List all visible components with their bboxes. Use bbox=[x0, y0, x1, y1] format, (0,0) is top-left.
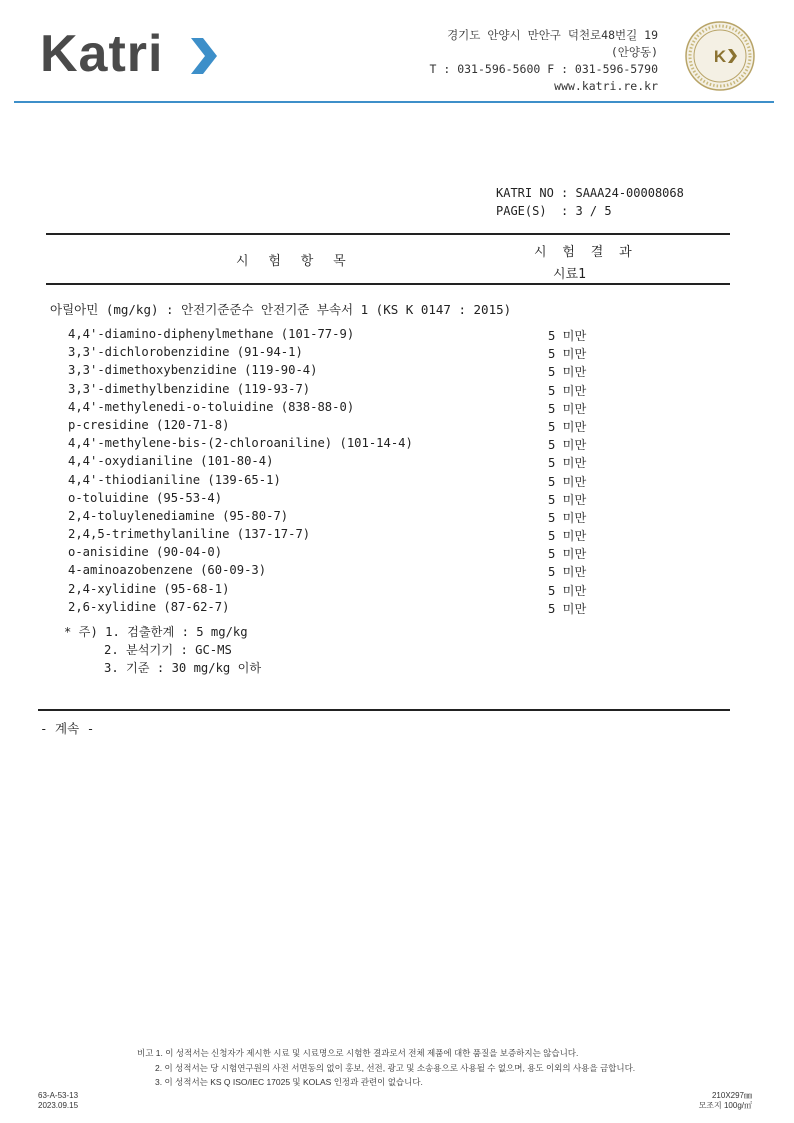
substance-name: o-anisidine (90-04-0) bbox=[68, 545, 223, 560]
notes bbox=[64, 623, 261, 677]
result-value: 5 미만 bbox=[548, 474, 587, 489]
note-line-2: 2. 분석기기 : GC-MS bbox=[104, 643, 232, 657]
substance-name: 2,4,5-trimethylaniline (137-17-7) bbox=[68, 527, 311, 542]
substance-name: 4,4'-methylene-bis-(2-chloroaniline) (101-14-4) bbox=[68, 436, 413, 451]
katri-no-label: KATRI NO bbox=[496, 186, 554, 200]
result-value: 5 미만 bbox=[548, 510, 587, 525]
result-value: 5 미만 bbox=[548, 565, 587, 580]
substance-name: 2,4-xylidine (95-68-1) bbox=[68, 581, 230, 596]
paper-type: 모조지 100g/㎡ bbox=[698, 1101, 752, 1110]
page-value: 3 / 5 bbox=[575, 204, 612, 218]
substance-name: 4,4'-thiodianiline (139-65-1) bbox=[68, 472, 281, 487]
substance-name: 4,4'-diamino-diphenylmethane (101-77-9) bbox=[68, 327, 355, 341]
result-row bbox=[68, 382, 648, 400]
result-value: 5 미만 bbox=[548, 329, 587, 343]
report-info: KATRI NO : SAAA24-00008068 PAGE(S) : 3 / 5 bbox=[496, 186, 684, 218]
footer-remarks bbox=[137, 1046, 635, 1090]
result-row bbox=[68, 327, 648, 345]
substance-name: p-cresidine (120-71-8) bbox=[68, 417, 230, 432]
result-row bbox=[68, 600, 648, 618]
result-value: 5 미만 bbox=[548, 419, 587, 434]
address-line-2: (안양동) bbox=[610, 45, 658, 59]
result-row bbox=[68, 527, 648, 545]
substance-name: 4-aminoazobenzene (60-09-3) bbox=[68, 563, 267, 578]
result-row bbox=[68, 418, 648, 436]
form-code-number: 63-A-53-13 bbox=[38, 1091, 79, 1100]
substance-name: 3,3'-dichlorobenzidine (91-94-1) bbox=[68, 345, 303, 360]
substance-name: 3,3'-dimethoxybenzidine (119-90-4) bbox=[68, 363, 318, 378]
footer-line-1: 비고 1. 이 성적서는 신청자가 제시한 시료 및 시료명으로 시험한 결과로서 전체 제품에 대한 품질을 보증하지는 않습니다. bbox=[137, 1048, 579, 1058]
result-value: 5 미만 bbox=[548, 438, 587, 453]
chevron-right-icon bbox=[185, 36, 219, 76]
substance-name: 4,4'-oxydianiline (101-80-4) bbox=[68, 454, 274, 469]
result-value: 5 미만 bbox=[548, 547, 587, 562]
result-row bbox=[68, 509, 648, 527]
substance-name: 3,3'-dimethylbenzidine (119-93-7) bbox=[68, 381, 311, 396]
result-value: 5 미만 bbox=[548, 401, 587, 416]
result-row bbox=[68, 473, 648, 491]
footer-line-2: 2. 이 성적서는 당 시험연구원의 사전 서면동의 없이 홍보, 선전, 광고 및 소송용으로 사용될 수 없으며, 용도 이외의 사용을 금합니다. bbox=[155, 1062, 636, 1073]
result-row bbox=[68, 345, 648, 363]
result-row bbox=[68, 563, 648, 581]
result-value: 5 미만 bbox=[548, 492, 587, 507]
result-row bbox=[68, 454, 648, 472]
svg-text:K: K bbox=[713, 47, 727, 66]
note-line-3: 3. 기준 : 30 mg/kg 이하 bbox=[104, 661, 262, 675]
table-top-rule bbox=[46, 233, 730, 235]
result-row bbox=[68, 363, 648, 381]
address-line-1: 경기도 안양시 만안구 덕천로48번길 19 bbox=[447, 28, 658, 42]
katri-no-value: SAAA24-00008068 bbox=[575, 186, 684, 200]
header-divider bbox=[14, 101, 774, 103]
continued-label: - 계속 - bbox=[40, 721, 95, 736]
substance-name: 2,6-xylidine (87-62-7) bbox=[68, 599, 230, 614]
result-value: 5 미만 bbox=[548, 383, 587, 398]
substance-name: o-toluidine (95-53-4) bbox=[68, 490, 223, 505]
result-value: 5 미만 bbox=[548, 601, 587, 616]
result-value: 5 미만 bbox=[548, 583, 587, 598]
substance-name: 2,4-toluylenediamine (95-80-7) bbox=[68, 508, 289, 523]
company-address bbox=[430, 27, 658, 95]
page-label: PAGE(S) bbox=[496, 204, 547, 218]
result-row bbox=[68, 545, 648, 563]
website: www.katri.re.kr bbox=[554, 79, 658, 93]
result-row bbox=[68, 400, 648, 418]
paper-spec bbox=[699, 1091, 752, 1111]
column-header-sample: 시료1 bbox=[553, 267, 586, 282]
result-row bbox=[68, 491, 648, 509]
table-bottom-rule bbox=[38, 709, 730, 711]
footer-line-3: 3. 이 성적서는 KS Q ISO/IEC 17025 및 KOLAS 인정과 관련이 없습니다. bbox=[155, 1077, 423, 1087]
result-row bbox=[68, 582, 648, 600]
results-list bbox=[68, 327, 648, 618]
result-row bbox=[68, 436, 648, 454]
paper-size: 210X297㎜ bbox=[711, 1091, 752, 1100]
substance-name: 4,4'-methylenedi-o-toluidine (838-88-0) bbox=[68, 399, 355, 414]
katri-logo: Katri bbox=[40, 25, 164, 83]
table-header-rule bbox=[46, 283, 730, 285]
section-title: 아릴아민 (mg/kg) : 안전기준준수 안전기준 부속서 1 (KS K 0147 : 2015) bbox=[50, 302, 512, 317]
katri-seal-icon bbox=[684, 20, 756, 92]
form-code-date: 2023.09.15 bbox=[38, 1101, 79, 1110]
result-value: 5 미만 bbox=[548, 529, 587, 544]
note-line-1: * 주) 1. 검출한계 : 5 mg/kg bbox=[64, 625, 248, 639]
result-value: 5 미만 bbox=[548, 456, 587, 471]
column-header-result: 시 험 결 과 bbox=[534, 245, 636, 260]
phone-fax-line: T : 031-596-5600 F : 031-596-5790 bbox=[429, 62, 658, 76]
result-value: 5 미만 bbox=[548, 347, 587, 362]
column-header-item: 시 험 항 목 bbox=[236, 254, 352, 269]
form-code bbox=[38, 1091, 78, 1111]
result-value: 5 미만 bbox=[548, 365, 587, 380]
